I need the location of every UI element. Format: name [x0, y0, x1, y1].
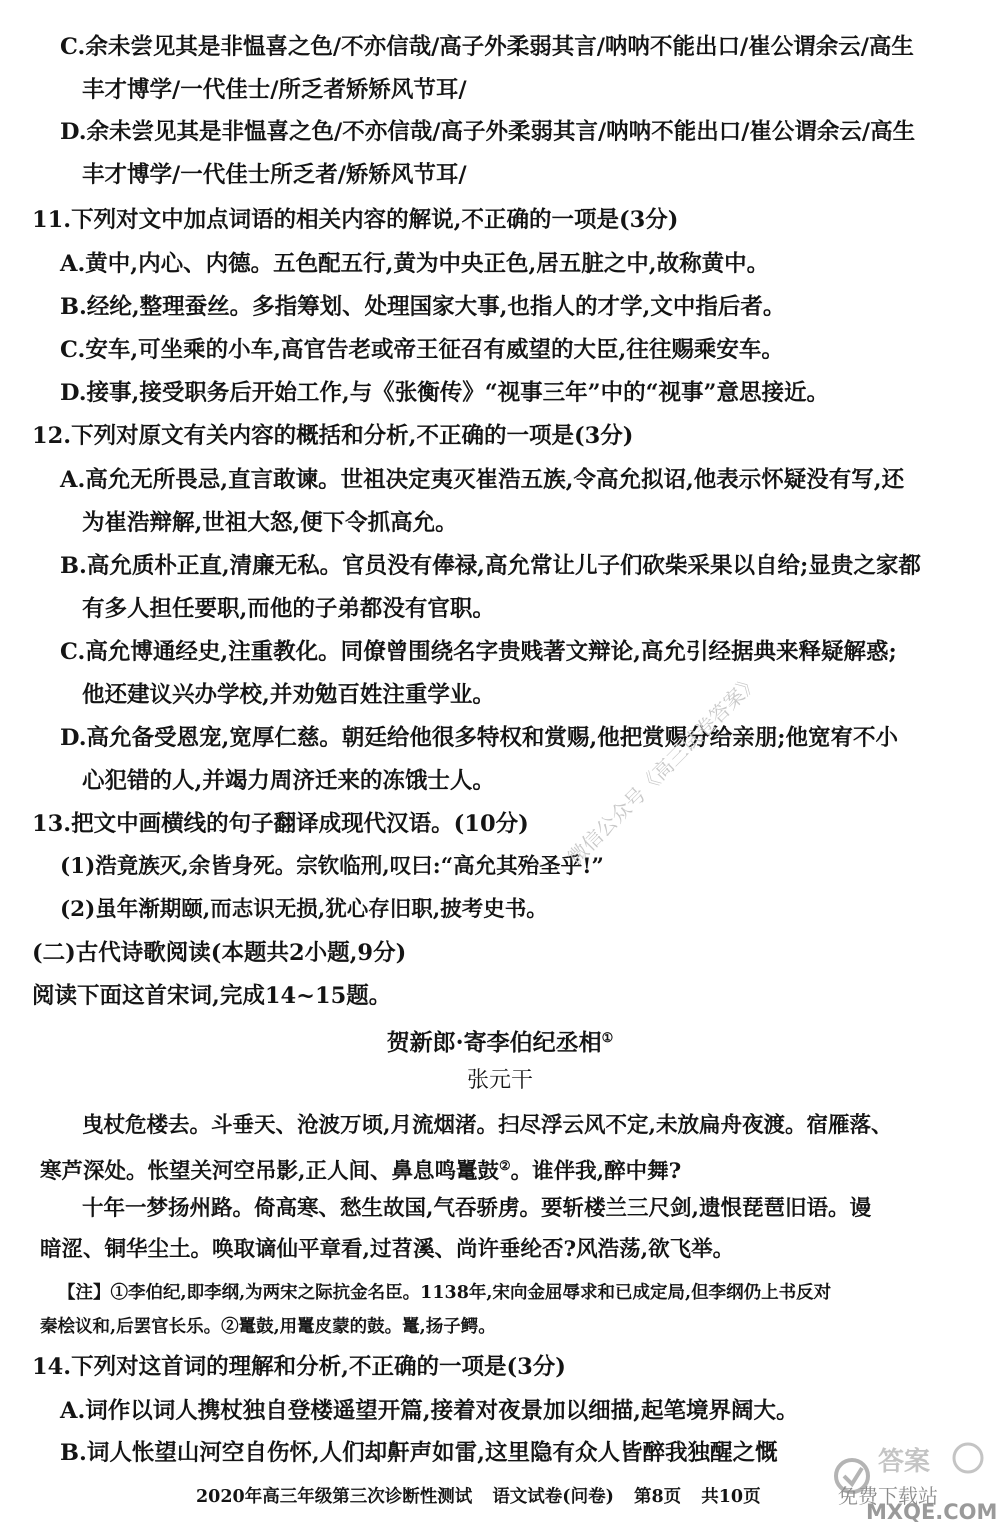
q14-option-b: B.词人怅望山河空自伤怀,人们却鼾声如雷,这里隐有众人皆醉我独醒之慨: [60, 1440, 778, 1466]
q12-option-c-line1: C.高允博通经史,注重教化。同僚曾围绕名字贵贱著文辩论,高允引经据典来释疑解惑;: [60, 639, 897, 665]
q12-stem: 12.下列对原文有关内容的概括和分析,不正确的一项是(3分): [32, 423, 634, 449]
svg-text:答案: 答案: [878, 1447, 931, 1477]
watermark-text: 微信公众号《高三试卷答案》: [562, 668, 764, 870]
poem-line-1: 曳杖危楼去。斗垂天、沧波万顷,月流烟渚。扫尽浮云风不定,未放扁舟夜渡。宿雁落、: [82, 1113, 893, 1138]
q10-option-d-line2: 丰才博学/一代佳士所乏者/矫矫风节耳/: [82, 162, 467, 188]
poem-footnote-mark-2: ②: [499, 1159, 511, 1174]
section-intro: 阅读下面这首宋词,完成14~15题。: [32, 983, 392, 1009]
poem-line-3: 十年一梦扬州路。倚高寒、愁生故国,气吞骄虏。要斩楼兰三尺剑,遗恨琵琶旧语。谩: [82, 1196, 871, 1221]
q12-option-b-line1: B.高允质朴正直,清廉无私。官员没有俸禄,高允常让儿子们砍柴采果以自给;显贵之家都: [60, 553, 921, 579]
poem-line-2-part-b: 。谁伴我,醉中舞?: [510, 1159, 682, 1184]
section-heading: (二)古代诗歌阅读(本题共2小题,9分): [32, 940, 407, 966]
q10-option-c-line2: 丰才博学/一代佳士/所乏者矫矫风节耳/: [82, 77, 467, 103]
q12-option-a-line1: A.高允无所畏忌,直言敢谏。世祖决定夷灭崔浩五族,令高允拟诏,他表示怀疑没有写,还: [60, 467, 905, 493]
q12-option-c-line2: 他还建议兴办学校,并劝勉百姓注重学业。: [82, 682, 495, 708]
poem-author: 张元干: [466, 1068, 533, 1093]
footer-page-number: 第8页: [633, 1487, 682, 1507]
poem-note-line2: 秦桧议和,后罢官长乐。②鼍鼓,用鼍皮蒙的鼓。鼍,扬子鳄。: [40, 1317, 496, 1337]
poem-note-line1: 【注】①李伯纪,即李纲,为两宋之际抗金名臣。1138年,宋向金屈辱求和已成定局,但李纲仍上书反对: [58, 1283, 832, 1303]
q11-stem: 11.下列对文中加点词语的相关内容的解说,不正确的一项是(3分): [32, 207, 679, 233]
q14-stem: 14.下列对这首词的理解和分析,不正确的一项是(3分): [32, 1354, 566, 1380]
footer-total-pages: 共10页: [701, 1487, 761, 1507]
q10-option-c-line1: C.余未尝见其是非愠喜之色/不亦信哉/高子外柔弱其言/呐呐不能出口/崔公谓余云/高生: [60, 34, 914, 60]
logo-domain: MXQE.COM: [866, 1500, 998, 1524]
poem-title-footnote-mark: ①: [601, 1031, 614, 1046]
q14-option-a: A.词作以词人携杖独自登楼遥望开篇,接着对夜景加以细描,起笔境界阔大。: [60, 1398, 799, 1424]
poem-title-text: 贺新郎·寄李伯纪丞相: [386, 1029, 602, 1056]
q13-sentence-1: (1)浩竟族灭,余皆身死。宗钦临刑,叹曰:“高允其殆圣乎!”: [60, 854, 604, 879]
q11-option-a: A.黄中,内心、内德。五色配五行,黄为中央正色,居五脏之中,故称黄中。: [60, 251, 770, 277]
poem-line-2-part-a: 寒芦深处。怅望关河空吊影,正人间、鼻息鸣鼍鼓: [40, 1159, 499, 1184]
q10-option-d-line1: D.余未尝见其是非愠喜之色/不亦信哉/高子外柔弱其言/呐呐不能出口/崔公谓余云/高生: [60, 119, 916, 145]
poem-line-2: [40, 1152, 681, 1187]
q12-option-d-line2: 心犯错的人,并竭力周济迁来的冻饿士人。: [82, 768, 495, 794]
q11-option-c: C.安车,可坐乘的小车,高官告老或帝王征召有威望的大臣,往往赐乘安车。: [60, 337, 784, 363]
poem-title: [0, 1024, 1000, 1058]
q11-option-d: D.接事,接受职务后开始工作,与《张衡传》“视事三年”中的“视事”意思接近。: [60, 380, 829, 406]
q13-sentence-2: (2)虽年渐期颐,而志识无损,犹心存旧职,披考史书。: [60, 897, 548, 922]
page-footer: [196, 1485, 775, 1509]
poem-line-4: 暗涩、铜华尘土。唤取谪仙平章看,过苕溪、尚许垂纶否?风浩荡,欲飞举。: [40, 1237, 735, 1262]
footer-exam-title: 2020年高三年级第三次诊断性测试: [196, 1487, 473, 1507]
logo-caption: 免费下载站: [838, 1484, 938, 1508]
q11-option-b: B.经纶,整理蚕丝。多指筹划、处理国家大事,也指人的才学,文中指后者。: [60, 294, 786, 320]
q12-option-d-line1: D.高允备受恩宠,宽厚仁慈。朝廷给他很多特权和赏赐,他把赏赐分给亲朋;他宽宥不小: [60, 725, 899, 751]
q13-stem: 13.把文中画横线的句子翻译成现代汉语。(10分): [32, 811, 529, 837]
q12-option-b-line2: 有多人担任要职,而他的子弟都没有官职。: [82, 596, 495, 622]
footer-subject: 语文试卷(问卷): [492, 1487, 614, 1507]
q12-option-a-line2: 为崔浩辩解,世祖大怒,便下令抓高允。: [82, 510, 458, 536]
